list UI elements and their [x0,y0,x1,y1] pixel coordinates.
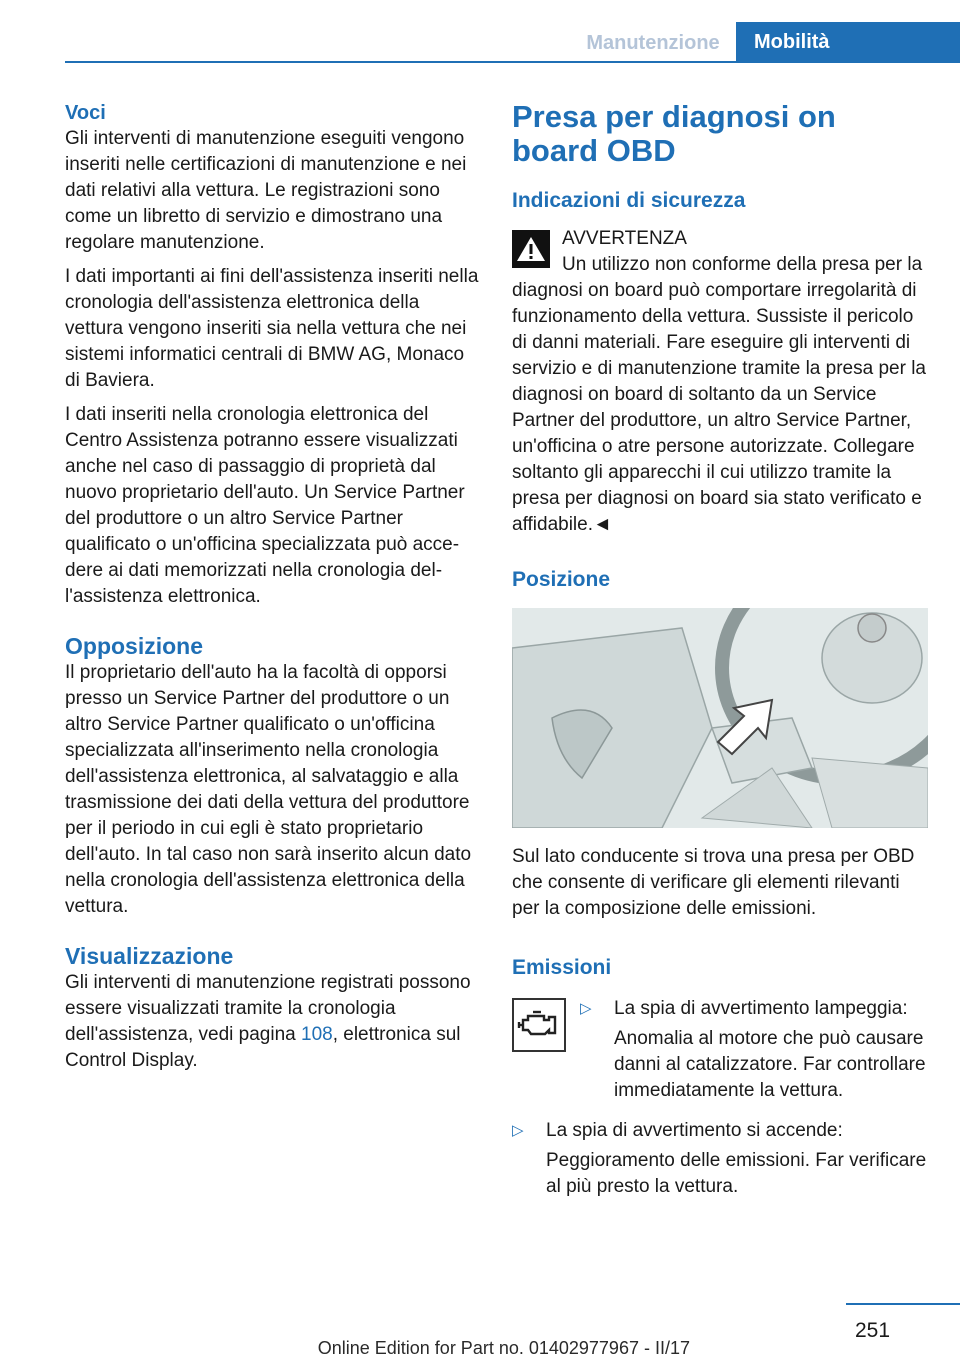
footer-rule [846,1303,960,1305]
tab-manutenzione[interactable]: Manutenzione [586,32,720,54]
voci-paragraph-3: I dati inseriti nella cronologia elettronica del Centro Assistenza potranno essere visualizzati anche nel caso di passaggio di proprietà dal nuovo proprietario dell'auto. Un Service Partner del produttore o un altro Service Partner qualificato o un'officina specializzata può accedere ai dati memorizzati nella cronologia dell'assistenza elettronica. [65,404,465,607]
emissions-item-2-line: La spia di avvertimento si accende: [546,1120,843,1141]
visualizzazione-paragraph [65,970,480,1074]
voci-paragraph-1: Gli interventi di manutenzione eseguiti vengono inseriti nelle certificazioni di manutenzione e nei dati relativi alla vettura. Le registrazioni sono come un libretto di servizio e dimostrano una regolare manutenzione. [65,128,467,253]
emissions-item-1-line: La spia di avvertimento lampeggia: [614,998,908,1019]
triangle-bullet-icon: ▷ [580,1000,592,1017]
emissions-heading: Emissioni [512,956,612,979]
visualizzazione-text-after: , elettronica sul Control Display. [65,1024,461,1071]
tab-mobilita[interactable]: Mobilità [736,22,960,63]
visualizzazione-text-before: Gli interventi di manutenzione registrati possono essere visualizzati tramite la cronologia dell'assistenza, vedi pagina [65,972,471,1045]
emissions-bullet-2 [512,1118,928,1144]
position-heading: Posizione [512,568,611,591]
opposizione-heading: Opposizione [65,633,203,659]
emissions-item-1 [512,996,928,1104]
emissions-item-2-detail: Peggioramento delle emissioni. Far verificare al più presto la vettura. [546,1150,927,1197]
page-number: 251 [855,1319,891,1342]
triangle-bullet-icon: ▷ [512,1122,524,1139]
opposizione-paragraph: Il proprietario dell'auto ha la facoltà di opporsi presso un Service Partner del produttore o un altro Service Partner qualificato o un'officina specializzata all'inserimento nella cronologia dell'assistenza elettronica, al salvataggio e alla trasmissione dei dati della vettura del produttore per il periodo in cui egli è stato proprietario dell'auto. In tal caso non sarà inserito alcun dato nella cronologia dell'assistenza elettronica della vettura. [65,662,472,917]
check-engine-icon [512,998,566,1052]
warning-block [512,226,928,278]
edition-footer: Online Edition for Part no. 01402977967 - II/17 [317,1338,690,1358]
obd-location-drawing [512,608,928,828]
visualizzazione-heading: Visualizzazione [65,943,234,969]
emissions-item-2 [512,1118,928,1200]
warning-text: Un utilizzo non conforme della presa per la diagnosi on board può comportare irregolarità di funzionamento della vettura. Sussiste il pericolo di danni materiali. Fare eseguire gli interventi di servizio e di manutenzione tramite la presa per la diagnosi on board di soltanto da un Service Partner del produttore, un altro Service Partner, un'officina o atre persone autorizzate. Collegare soltanto gli apparecchi il cui utilizzo tramite la presa per diagnosi on board sia stato verificato e affidabile.◄ [512,254,926,535]
safety-heading: Indicazioni di sicurezza [512,189,746,212]
warning-triangle-icon [512,230,550,268]
left-column [65,100,480,1074]
emissions-bullet-1 [580,996,928,1022]
position-text: Sul lato conducente si trova una presa per OBD che consente di verificare gli elementi rilevanti per la composizione delle emissioni. [512,846,915,919]
warning-label: AVVERTENZA [562,228,687,249]
right-column [512,100,928,1200]
emissions-item-1-detail: Anomalia al motore che può causare danni al catalizzatore. Far controllare immediatamente la vettura. [614,1028,926,1101]
voci-paragraph-2: I dati importanti ai fini dell'assistenza inseriti nella cronologia dell'assistenza elettronica della vettura vengono inseriti sia nella vettura che nei sistemi informatici centrali di BMW AG, Monaco di Baviera. [65,266,479,391]
obd-title: Presa per diagnosi on board OBD [512,99,836,168]
voci-heading: Voci [65,102,106,124]
page-link-108[interactable]: 108 [301,1024,333,1045]
obd-location-illustration [512,608,928,828]
